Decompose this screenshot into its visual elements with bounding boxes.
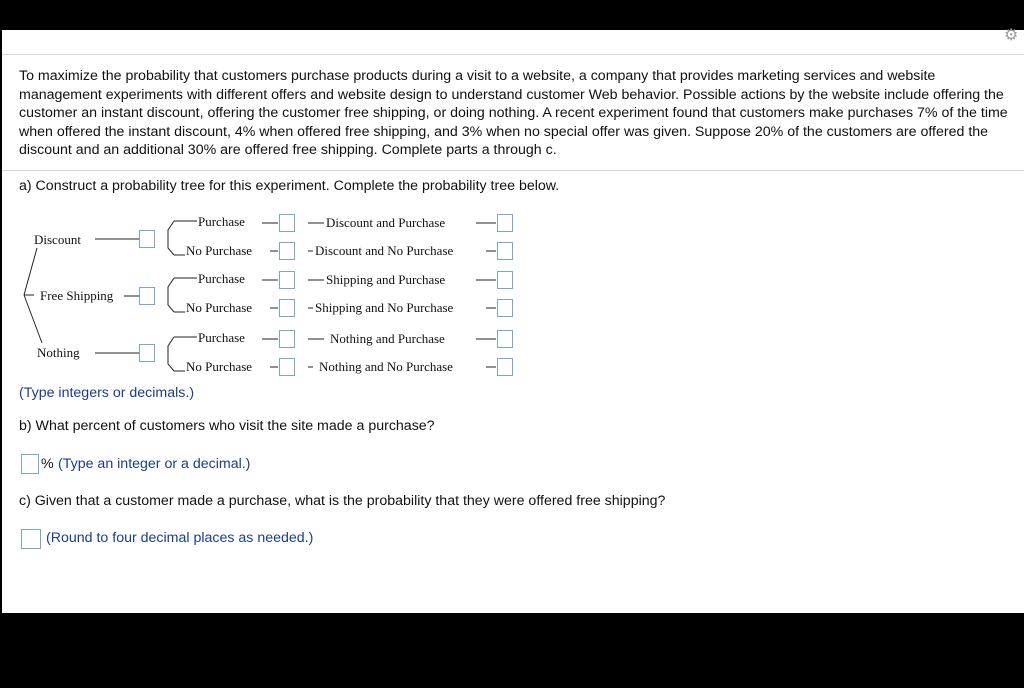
prob-nothing-and-no-purchase-input[interactable] <box>497 358 513 376</box>
prob-no-purchase-given-discount-input[interactable] <box>279 242 295 260</box>
prob-nothing-and-purchase-input[interactable] <box>497 330 513 348</box>
joint-discount-purchase-label: Discount and Purchase <box>326 215 446 230</box>
prob-shipping-and-purchase-input[interactable] <box>497 271 513 289</box>
joint-shipping-no-purchase-label: Shipping and No Purchase <box>315 300 454 315</box>
percent-unit: % <box>41 456 54 472</box>
part-a-question: a) Construct a probability tree for this experiment. Complete the probability tree below. <box>19 178 560 194</box>
part-c-hint: (Round to four decimal places as needed.) <box>46 530 314 546</box>
prob-nothing-input[interactable] <box>139 344 155 362</box>
prob-discount-and-purchase-input[interactable] <box>497 214 513 232</box>
nothing-no-purchase-label: No Purchase <box>186 359 253 374</box>
branch-discount-label: Discount <box>34 232 81 247</box>
percent-purchase-input[interactable] <box>21 454 39 474</box>
joint-discount-no-purchase-label: Discount and No Purchase <box>315 243 454 258</box>
prob-purchase-given-shipping-input[interactable] <box>279 271 295 289</box>
prob-shipping-and-no-purchase-input[interactable] <box>497 299 513 317</box>
nothing-purchase-label: Purchase <box>198 330 245 345</box>
part-b-question: b) What percent of customers who visit the site made a purchase? <box>19 418 435 434</box>
prob-discount-and-no-purchase-input[interactable] <box>497 242 513 260</box>
content-panel <box>2 27 1024 613</box>
prob-purchase-given-discount-input[interactable] <box>279 214 295 232</box>
part-c-question: c) Given that a customer made a purchase, what is the probability that they were offered free shipping? <box>19 493 666 509</box>
problem-statement: To maximize the probability that customers purchase products during a visit to a website, a company that provides marketing services and website management experiments with different offers and website design to understand customer Web behavior. Possible actions by the website include offering the customer an instant discount, offering the customer free shipping, or doing nothing. A recent experiment found that customers make purchases 7% of the time when offered the instant discount, 4% when offered free shipping, and 3% when no special offer was given. Suppose 20% of the customers are offered the discount and an additional 30% are offered free shipping. Complete parts a through c. <box>19 68 1008 159</box>
prob-no-purchase-given-shipping-input[interactable] <box>279 299 295 317</box>
gear-icon[interactable]: ⚙ <box>1004 27 1019 44</box>
branch-nothing-label: Nothing <box>37 345 80 360</box>
probability-tree-lines <box>2 27 1024 613</box>
joint-nothing-no-purchase-label: Nothing and No Purchase <box>319 359 453 374</box>
shipping-no-purchase-label: No Purchase <box>186 300 253 315</box>
part-b-hint: (Type an integer or a decimal.) <box>58 456 251 472</box>
prob-no-purchase-given-nothing-input[interactable] <box>279 358 295 376</box>
discount-no-purchase-label: No Purchase <box>186 243 253 258</box>
prob-purchase-given-nothing-input[interactable] <box>279 330 295 348</box>
conditional-probability-input[interactable] <box>21 529 41 549</box>
branch-free-shipping-label: Free Shipping <box>40 288 114 303</box>
joint-shipping-purchase-label: Shipping and Purchase <box>326 272 446 287</box>
prob-discount-input[interactable] <box>139 230 155 248</box>
joint-nothing-purchase-label: Nothing and Purchase <box>330 331 445 346</box>
prob-free-shipping-input[interactable] <box>139 287 155 305</box>
part-a-hint: (Type integers or decimals.) <box>19 385 195 401</box>
shipping-purchase-label: Purchase <box>198 271 245 286</box>
discount-purchase-label: Purchase <box>198 214 245 229</box>
